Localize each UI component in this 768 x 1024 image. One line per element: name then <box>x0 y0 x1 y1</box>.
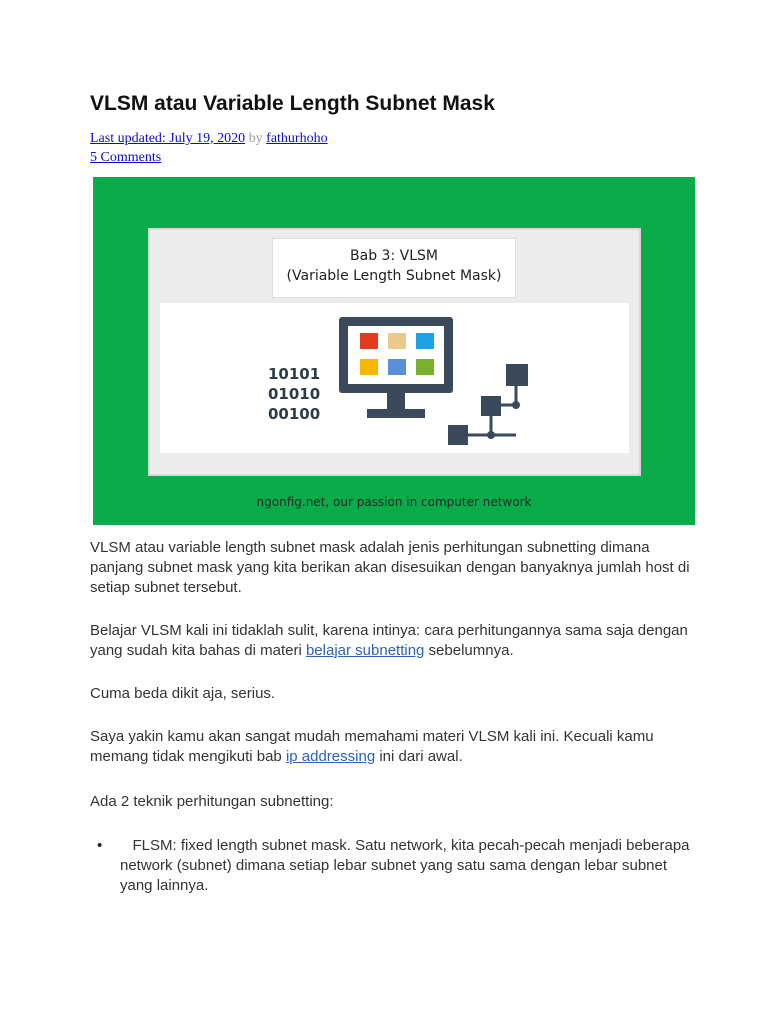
last-updated-link[interactable]: Last updated: July 19, 2020 <box>90 131 246 146</box>
banner-footer: ngonfig.net, our passion in computer network <box>256 495 532 509</box>
binary-line: 10101 <box>268 365 321 383</box>
featured-image <box>93 177 695 525</box>
paragraph: VLSM atau variable length subnet mask adalah jenis perhitungan subnetting dimana panjang subnet mask yang kita berikan akan disesuikan dengan banyaknya jumlah host di setiap subnet tersebut. <box>90 539 690 596</box>
ip-addressing-link[interactable]: ip addressing <box>285 748 376 765</box>
banner-title-line2: (Variable Length Subnet Mask) <box>286 268 502 284</box>
network-diagram-icon <box>446 361 532 445</box>
paragraph <box>90 621 690 661</box>
banner-title-line1: Bab 3: VLSM <box>350 248 438 264</box>
binary-line: 00100 <box>268 405 321 423</box>
comments-link[interactable]: 5 Comments <box>90 150 162 165</box>
paragraph: Cuma beda dikit aja, serius. <box>90 685 276 702</box>
author-link[interactable]: fathurhoho <box>266 131 328 146</box>
paragraph <box>90 727 690 767</box>
paragraph-text: ini dari awal. <box>375 748 463 765</box>
list-item-text: FLSM: fixed length subnet mask. Satu network, kita pecah-pecah menjadi beberapa network (subnet) dimana setiap lebar subnet yang satu sama dengan lebar subnet yang lainnya. <box>120 837 690 894</box>
paragraph-text: sebelumnya. <box>424 642 514 659</box>
article-meta <box>90 129 328 167</box>
bullet-icon: • <box>97 837 103 854</box>
belajar-subnetting-link[interactable]: belajar subnetting <box>305 642 425 659</box>
banner-panel <box>148 228 641 476</box>
banner-illustration <box>160 303 629 453</box>
paragraph: Ada 2 teknik perhitungan subnetting: <box>90 793 334 810</box>
list-item <box>120 836 690 896</box>
banner-title-box <box>272 238 516 298</box>
monitor-icon <box>335 313 457 428</box>
article-title: VLSM atau Variable Length Subnet Mask <box>90 92 495 115</box>
binary-digits <box>268 364 320 424</box>
by-label: by <box>248 131 263 146</box>
binary-line: 01010 <box>268 385 321 403</box>
paragraph-text: Saya yakin kamu akan sangat mudah memahami materi VLSM kali ini. Kecuali kamu memang tidak mengikuti bab <box>90 728 654 765</box>
paragraph-text: Belajar VLSM kali ini tidaklah sulit, karena intinya: cara perhitungannya sama saja dengan yang sudah kita bahas di materi <box>90 622 688 659</box>
